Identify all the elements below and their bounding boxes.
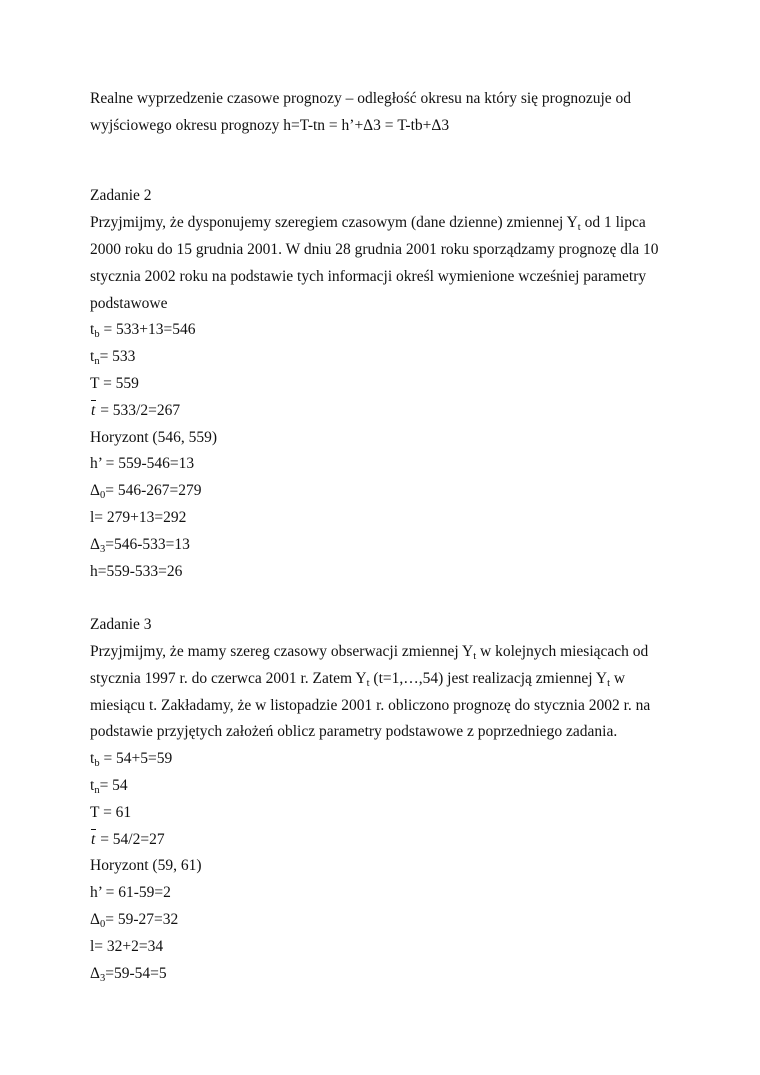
task2-h: h=559-533=26 bbox=[90, 562, 183, 580]
task2-horyzont: Horyzont (546, 559) bbox=[90, 428, 217, 446]
task2-delta0: $\Delta_0= 546-267=279$ bbox=[90, 482, 202, 502]
task2-paragraph-line-1: Przyjmijmy, że dysponujemy szeregiem czasowym (dane dzienne) zmiennej $Y_t$ od 1 lipca bbox=[90, 214, 646, 234]
task3-l: l= 32+2=34 bbox=[90, 937, 164, 955]
document-body bbox=[90, 86, 690, 987]
task2-l: l= 279+13=292 bbox=[90, 508, 187, 526]
task2-paragraph-line-2: 2000 roku do 15 grudnia 2001. W dniu 28 grudnia 2001 roku sporządzamy prognozę dla 10 bbox=[90, 240, 659, 258]
task2-title: Zadanie 2 bbox=[90, 187, 152, 205]
task3-tb: $t_b = 54+5=59$ bbox=[90, 750, 173, 770]
task3-hprime: h’ = 61-59=2 bbox=[90, 884, 171, 902]
task2-delta3: $\Delta_3=546-533=13$ bbox=[90, 535, 190, 555]
task3-delta0: $\Delta_0= 59-27=32$ bbox=[90, 910, 179, 930]
task2-tbar: t = 533/2=267 bbox=[90, 398, 690, 425]
intro-line-1: Realne wyprzedzenie czasowe prognozy – odległość okresu na który się prognozuje od bbox=[90, 90, 632, 107]
intro-line-2: wyjściowego okresu prognozy h=T-tn = h’+Δ3 = T-tb+Δ3 bbox=[90, 116, 450, 134]
task3-paragraph-line-1: Przyjmijmy, że mamy szereg czasowy obserwacji zmiennej $Y_t$ w kolejnych miesiącach od bbox=[90, 642, 649, 662]
task2-tb: $t_b = 533+13=546$ bbox=[90, 321, 196, 341]
task2-tn: $t_n= 533$ bbox=[90, 348, 136, 368]
task3-tn: $t_n= 54$ bbox=[90, 776, 128, 796]
task3-title: Zadanie 3 bbox=[90, 616, 152, 634]
task2-paragraph-line-3: stycznia 2002 roku na podstawie tych informacji określ wymienione wcześniej parametry bbox=[90, 267, 647, 285]
task3-horyzont: Horyzont (59, 61) bbox=[90, 857, 202, 875]
task2-hprime: h’ = 559-546=13 bbox=[90, 455, 195, 473]
task2-T: T = 559 bbox=[90, 374, 139, 392]
task3-T: T = 61 bbox=[90, 803, 132, 821]
task3-paragraph-line-2: stycznia 1997 r. do czerwca 2001 r. Zatem $Y_t$ (t=1,…,54) jest realizacją zmiennej $Y_t$ w bbox=[90, 669, 626, 689]
task3-paragraph-line-3: miesiącu t. Zakładamy, że w listopadzie 2001 r. obliczono prognozę do stycznia 2002 r. na bbox=[90, 696, 651, 714]
task3-tbar: t = 54/2=27 bbox=[90, 827, 690, 854]
task2-paragraph-line-4: podstawowe bbox=[90, 294, 168, 312]
task3-delta3: $\Delta_3=59-54=5$ bbox=[90, 964, 167, 984]
task3-paragraph-line-4: podstawie przyjętych założeń oblicz parametry podstawowe z poprzedniego zadania. bbox=[90, 723, 618, 741]
